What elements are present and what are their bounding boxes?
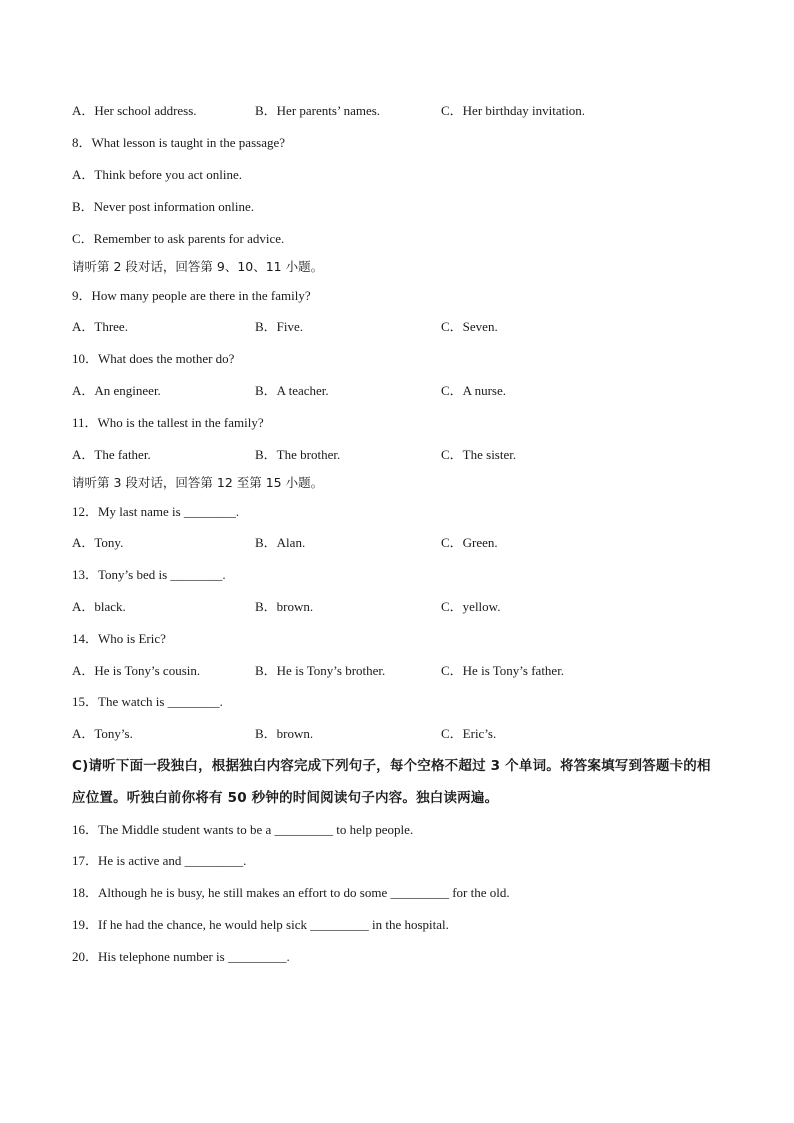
q13-option-b: B．brown. [255,599,314,614]
q13-option-c: C．yellow. [441,599,501,614]
q15-option-a: A．Tony’s. [72,726,133,741]
q14-option-c: C．He is Tony’s father. [441,663,565,678]
q10-option-a: A．An engineer. [72,383,161,398]
q10-question: 10．What does the mother do? [72,351,235,366]
q7-options [72,103,732,119]
q9-option-a: A．Three. [72,319,128,334]
q8-option-b: B．Never post information online. [72,199,254,214]
q10-options [72,383,732,399]
q12-option-b: B．Alan. [255,535,306,550]
q8-option-a: A．Think before you act online. [72,167,243,182]
q14-option-b: B．He is Tony’s brother. [255,663,386,678]
q7-option-a: A．Her school address. [72,103,197,118]
q9-options [72,319,732,335]
q16-sentence: 16．The Middle student wants to be a _________ to help people. [72,822,414,837]
q7-option-c: C．Her birthday invitation. [441,103,586,118]
q13-options [72,599,732,615]
q18-sentence: 18．Although he is busy, he still makes an effort to do some _________ for the old. [72,885,510,900]
q9-question: 9．How many people are there in the family? [72,288,311,303]
section3-instruction: 请听第 3 段对话，回答第 12 至第 15 小题。 [72,475,324,490]
q12-question: 12．My last name is ________. [72,504,240,519]
q11-question: 11．Who is the tallest in the family? [72,415,264,430]
sectionC-instruction-line2: 应位置。听独白前你将有 50 秒钟的时间阅读句子内容。独白读两遍。 [72,790,499,806]
q10-option-c: C．A nurse. [441,383,507,398]
q15-options [72,726,732,742]
q20-sentence: 20．His telephone number is _________. [72,949,290,964]
q14-options [72,663,732,679]
q11-option-a: A．The father. [72,447,151,462]
q14-question: 14．Who is Eric? [72,631,166,646]
q8-option-c: C．Remember to ask parents for advice. [72,231,285,246]
q14-option-a: A．He is Tony’s cousin. [72,663,201,678]
q12-option-c: C．Green. [441,535,498,550]
q15-option-c: C．Eric’s. [441,726,497,741]
q13-option-a: A．black. [72,599,126,614]
q15-option-b: B．brown. [255,726,314,741]
q8-question: 8．What lesson is taught in the passage? [72,135,286,150]
q17-sentence: 17．He is active and _________. [72,853,247,868]
q10-option-b: B．A teacher. [255,383,329,398]
q9-option-b: B．Five. [255,319,304,334]
q12-options [72,535,732,551]
q15-question: 15．The watch is ________. [72,694,223,709]
sectionC-instruction-line1: C)请听下面一段独白，根据独白内容完成下列句子，每个空格不超过 3 个单词。将答案填写到答题卡的相 [72,758,711,774]
q11-options [72,447,732,463]
q19-sentence: 19．If he had the chance, he would help sick _________ in the hospital. [72,917,449,932]
q12-option-a: A．Tony. [72,535,124,550]
q13-question: 13．Tony’s bed is ________. [72,567,226,582]
q11-option-b: B．The brother. [255,447,341,462]
q9-option-c: C．Seven. [441,319,498,334]
section2-instruction: 请听第 2 段对话，回答第 9、10、11 小题。 [72,259,324,274]
q11-option-c: C．The sister. [441,447,517,462]
q7-option-b: B．Her parents’ names. [255,103,381,118]
